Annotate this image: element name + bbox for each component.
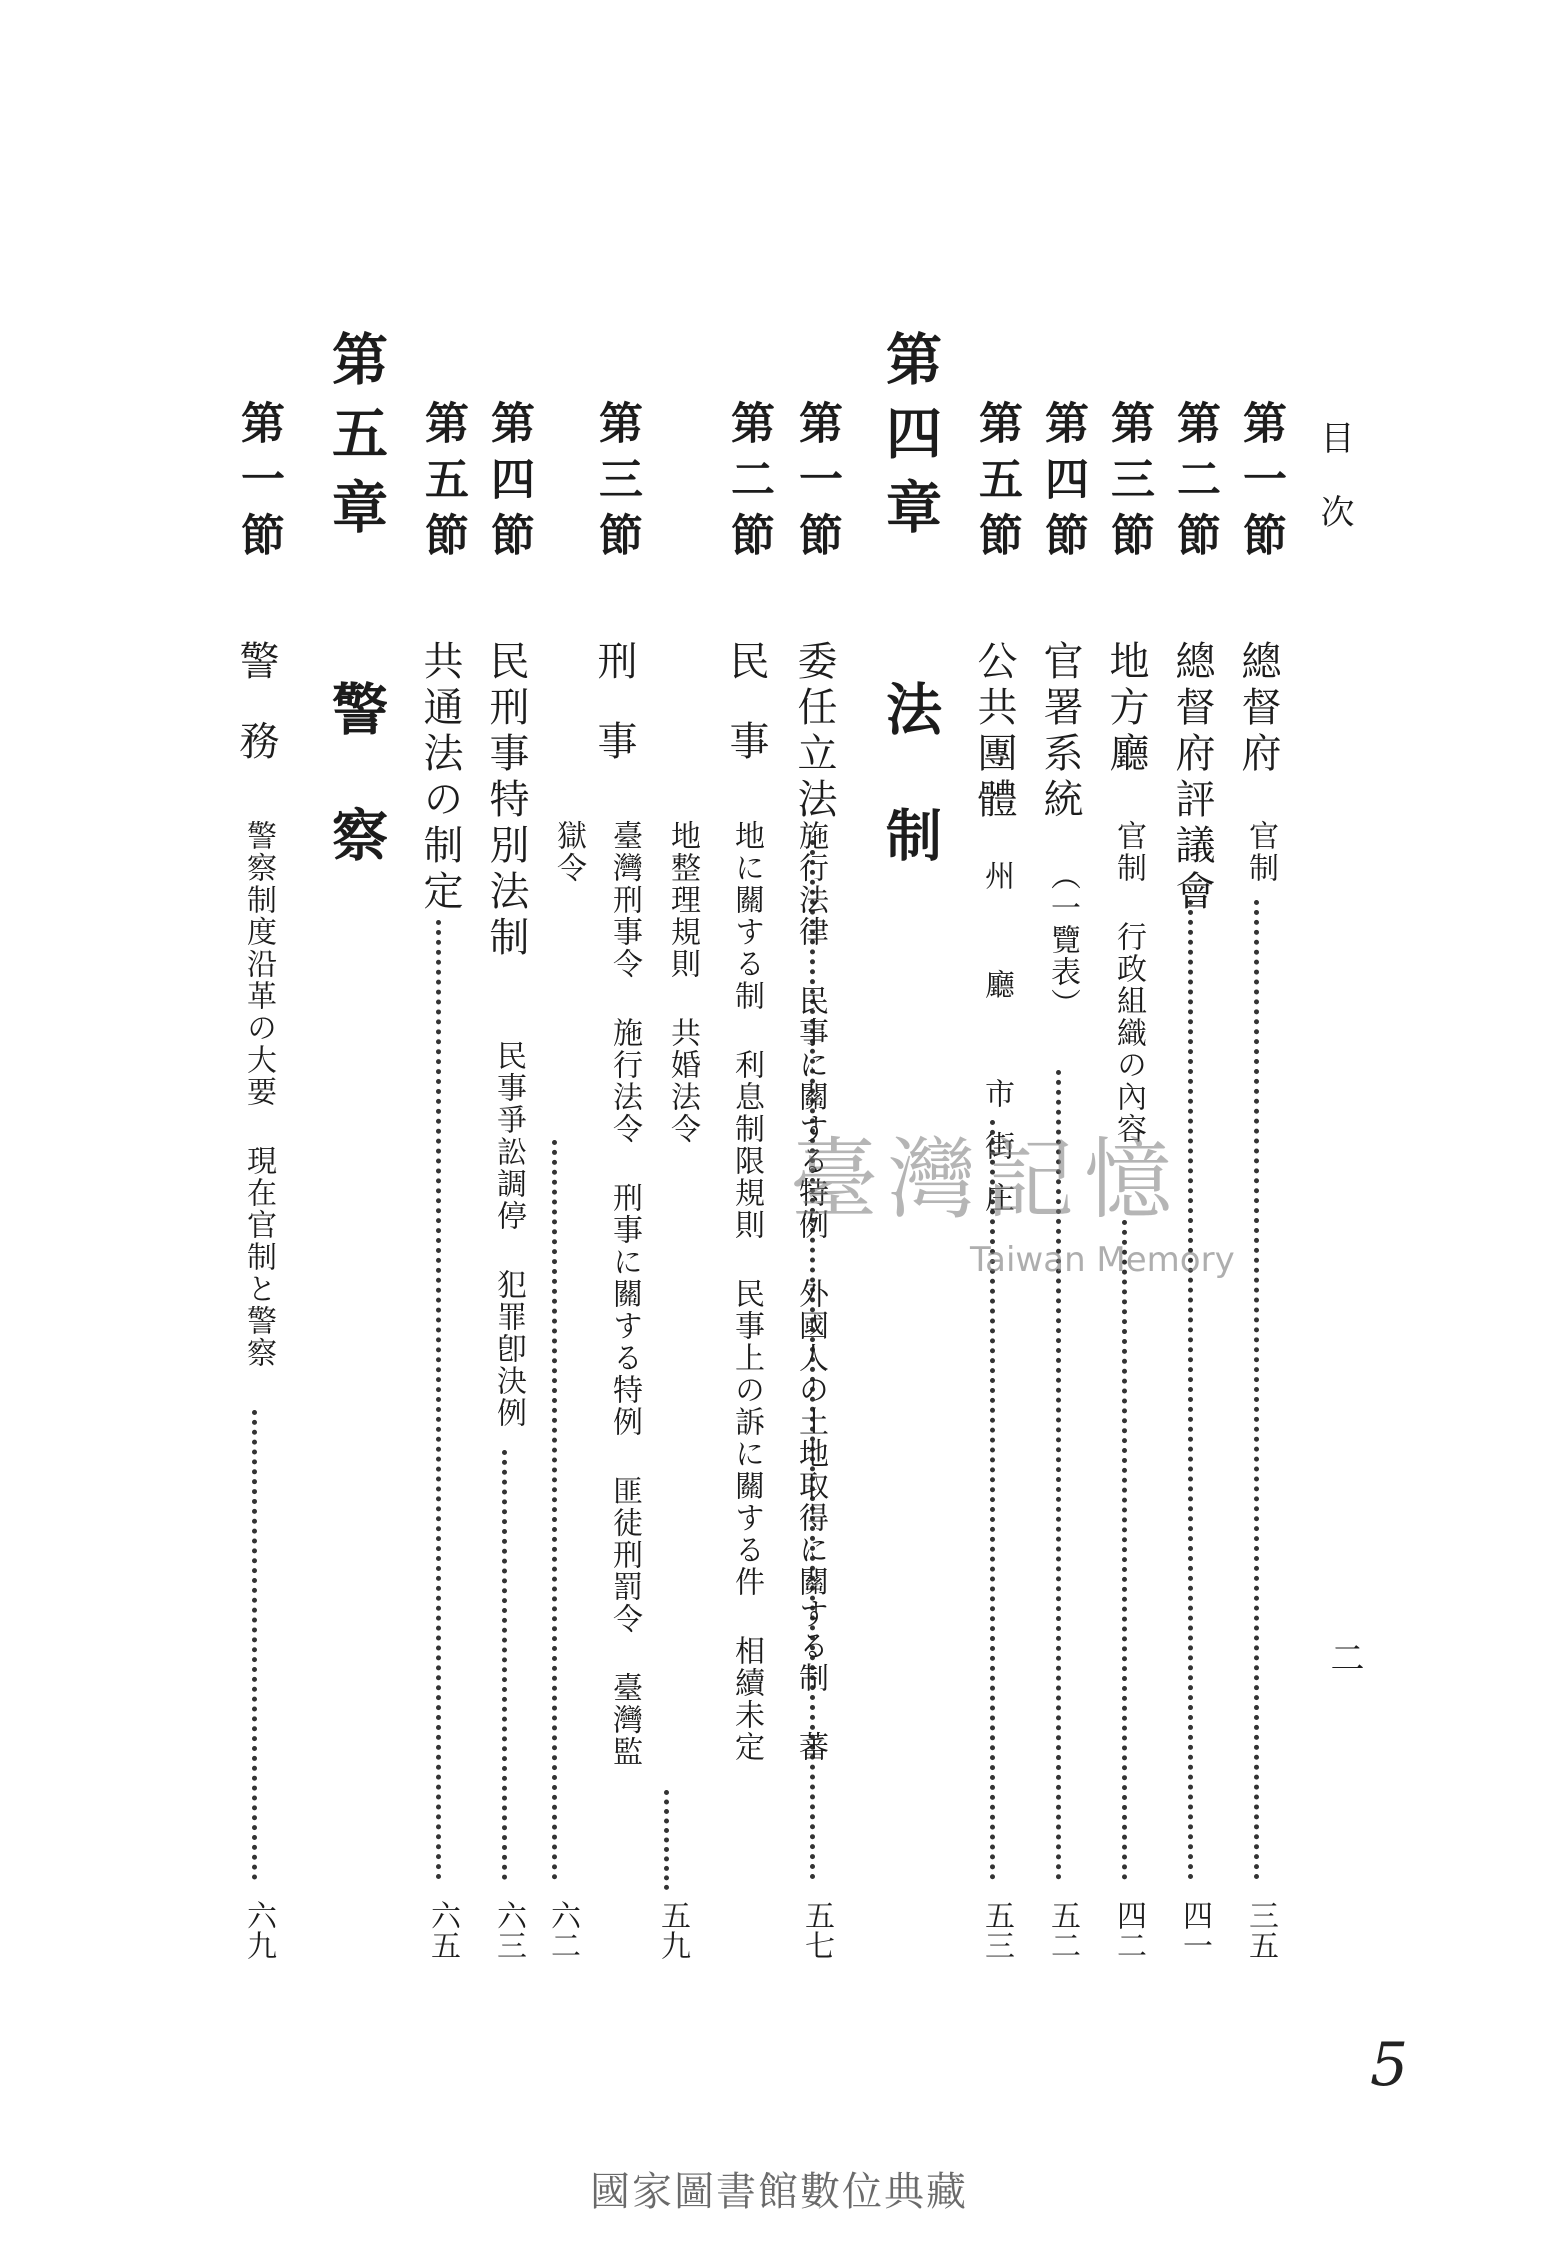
- section-title: 民事: [723, 640, 769, 800]
- chapter-title: 法制: [877, 680, 943, 932]
- section-sub: 官制: [1243, 820, 1278, 884]
- section-title: 警務: [233, 640, 279, 800]
- section-page: 四一: [1177, 1900, 1212, 1960]
- section-sub: （一覽表）: [1045, 860, 1080, 1020]
- section-label: 第五節: [417, 400, 468, 568]
- section-sub: 州 廳 市街庄: [979, 860, 1014, 1234]
- section-title: 民刑事特別法制: [483, 640, 529, 962]
- section-page: 五七: [799, 1900, 834, 1960]
- watermark-logo: 臺灣記憶: [790, 1128, 1183, 1231]
- section-label: 第二節: [1169, 400, 1220, 568]
- section-page: 五九: [655, 1900, 690, 1960]
- section-title: 官署系統: [1037, 640, 1083, 824]
- section-label: 第四節: [1037, 400, 1088, 568]
- leader-dots: [436, 920, 441, 1880]
- toc-heading: 目次: [1314, 420, 1354, 568]
- section-sub: 臺灣刑事令 施行法令 刑事に關する特例 匪徒刑罰令 臺灣監獄令: [551, 820, 642, 1768]
- section-sub: 民事爭訟調停 犯罪卽決例: [491, 1040, 526, 1429]
- leader-dots: [1254, 900, 1259, 1880]
- leader-dots: [552, 1140, 557, 1880]
- section-page: 三五: [1243, 1900, 1278, 1960]
- section-label: 第五節: [971, 400, 1022, 568]
- section-page: 五二: [1045, 1900, 1080, 1960]
- section-title: 委任立法: [791, 640, 837, 824]
- section-title: 總督府評議會: [1169, 640, 1215, 916]
- leader-dots: [1122, 1220, 1127, 1880]
- section-page: 六二: [545, 1900, 580, 1960]
- section-label: 第一節: [233, 400, 284, 568]
- section-title: 地方廳: [1103, 640, 1149, 778]
- section-page: 四二: [1111, 1900, 1146, 1960]
- chapter-label: 第五章: [323, 330, 389, 552]
- watermark-subtitle: Taiwan Memory: [970, 1240, 1235, 1280]
- page-number: 二: [1324, 1640, 1364, 1674]
- section-title: 總督府: [1235, 640, 1281, 778]
- leader-dots: [252, 1410, 257, 1880]
- section-page: 六九: [241, 1900, 276, 1960]
- section-page: 六三: [491, 1900, 526, 1960]
- section-label: 第三節: [1103, 400, 1154, 568]
- leader-dots: [502, 1450, 507, 1880]
- section-label: 第三節: [591, 400, 642, 568]
- section-label: 第一節: [1235, 400, 1286, 568]
- section-sub: 官制 行政組織の內容: [1111, 820, 1146, 1145]
- leader-dots: [664, 1790, 669, 1890]
- section-sub: 警察制度沿革の大要 現在官制と警察: [241, 820, 276, 1369]
- section-label: 第二節: [723, 400, 774, 568]
- section-label: 第四節: [483, 400, 534, 568]
- chapter-title: 警察: [323, 680, 389, 932]
- section-page: 六五: [425, 1900, 460, 1960]
- section-label: 第一節: [791, 400, 842, 568]
- section-title: 公共團體: [971, 640, 1017, 824]
- chapter-label: 第四章: [877, 330, 943, 552]
- handwritten-mark: 5: [1370, 2030, 1409, 2100]
- section-page: 五三: [979, 1900, 1014, 1960]
- footer-credit: 國家圖書館數位典藏: [590, 2169, 968, 2215]
- section-title: 共通法の制定: [417, 640, 463, 916]
- section-title: 刑事: [591, 640, 637, 800]
- section-sub: 施行法律 民事に關する特例 外國人の土地取得に關する制 蕃地に關する制 利息制限規則 民事上の訴に關する件 相續未定地整理規則 共婚法令: [665, 820, 828, 1763]
- leader-dots: [1188, 900, 1193, 1880]
